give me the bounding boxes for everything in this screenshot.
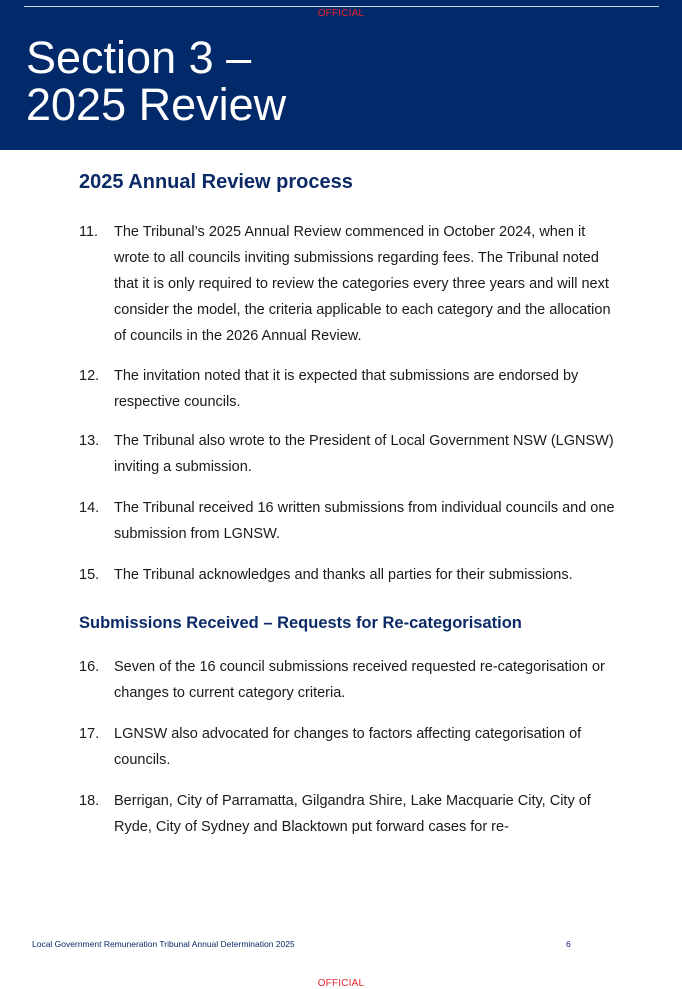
paragraph-number: 12. [79,368,100,384]
paragraph-number: 13. [79,433,100,449]
paragraph-number: 11. [79,224,99,240]
paragraph-number: 15. [79,567,100,583]
paragraph-15 [79,562,619,588]
paragraph-number: 17. [79,726,100,742]
paragraph-text: The invitation noted that it is expected that submissions are endorsed by respective councils. [114,368,579,410]
paragraph-17 [79,721,619,773]
paragraph-18 [79,788,619,840]
paragraph-number: 14. [79,500,100,516]
paragraph-14 [79,495,619,547]
paragraph-11 [79,219,619,349]
paragraph-text: Seven of the 16 council submissions received requested re-categorisation or changes to current category criteria. [114,659,605,701]
heading-submissions-received: Submissions Received – Requests for Re-categorisation [79,614,522,632]
paragraph-number: 16. [79,659,100,675]
section-title-line1: Section 3 – [26,32,252,83]
classification-label-bottom: OFFICIAL [317,978,365,989]
heading-annual-review-process: 2025 Annual Review process [79,171,353,193]
paragraph-number: 18. [79,793,100,809]
footer-document-title: Local Government Remuneration Tribunal Annual Determination 2025 [32,939,295,949]
paragraph-12 [79,363,619,415]
paragraph-16 [79,654,619,706]
classification-label-top: OFFICIAL [317,8,365,19]
paragraph-text: The Tribunal acknowledges and thanks all parties for their submissions. [114,567,573,583]
paragraph-text: The Tribunal received 16 written submissions from individual councils and one submission from LGNSW. [114,500,615,542]
paragraph-text: The Tribunal’s 2025 Annual Review commenced in October 2024, when it wrote to all councils inviting submissions regarding fees. The Tribunal noted that it is only required to review the categories every three years and will next consider the model, the criteria applicable to each category and the allocation of councils in the 2026 Annual Review. [114,224,611,344]
paragraph-13 [79,428,619,480]
footer-page-number: 6 [566,939,571,949]
header-rule [24,6,659,7]
section-title [26,34,646,128]
paragraph-text: The Tribunal also wrote to the President of Local Government NSW (LGNSW) inviting a submission. [114,433,614,475]
section-title-line2: 2025 Review [26,79,287,130]
paragraph-text: Berrigan, City of Parramatta, Gilgandra Shire, Lake Macquarie City, City of Ryde, City of Sydney and Blacktown put forward cases for re- [114,793,591,835]
paragraph-text: LGNSW also advocated for changes to factors affecting categorisation of councils. [114,726,582,768]
